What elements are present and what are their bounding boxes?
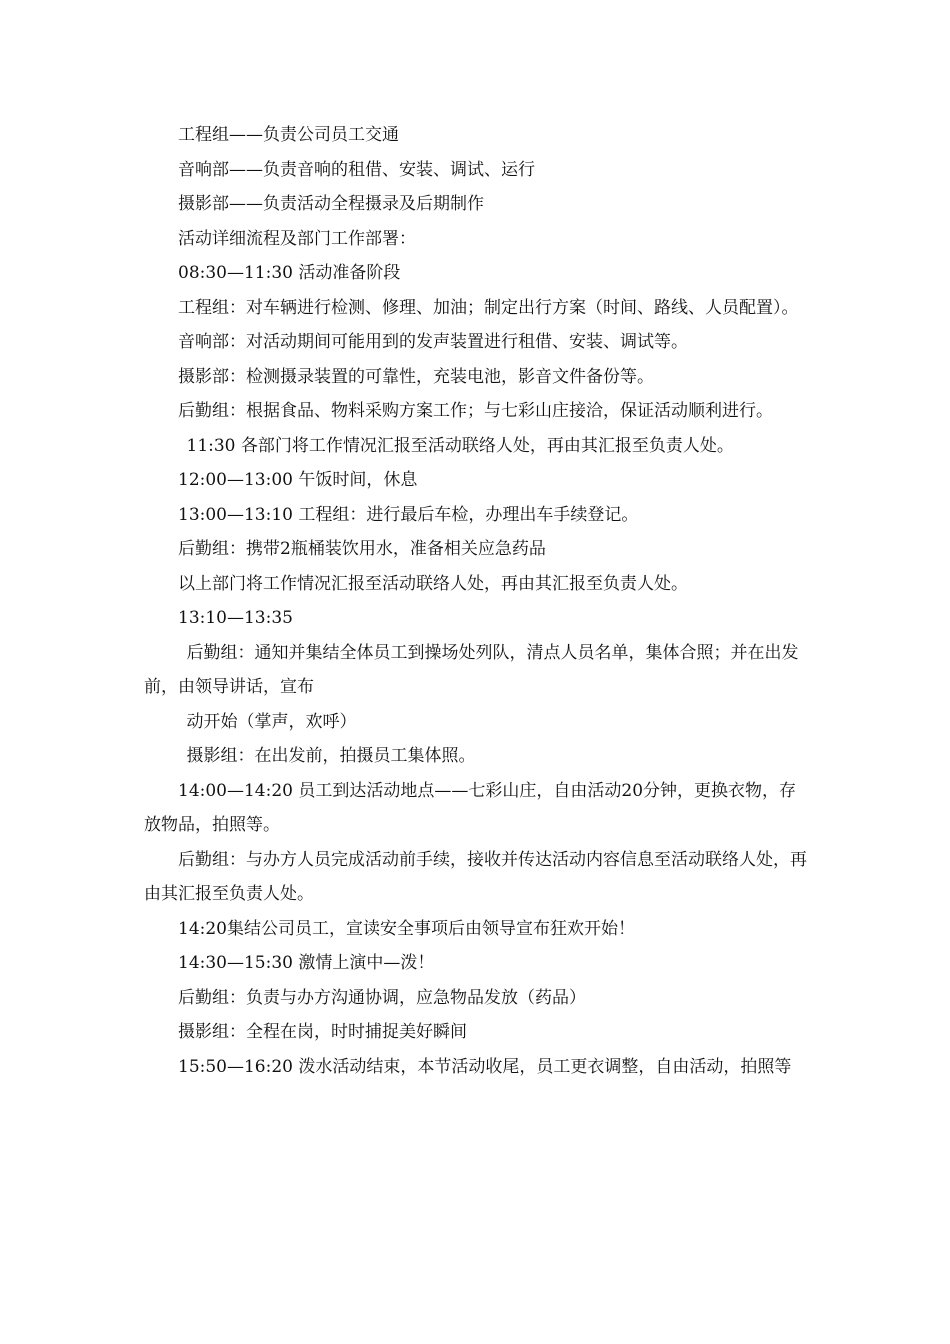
paragraph: 音响部：对活动期间可能用到的发声装置进行租借、安装、调试等。 <box>178 332 688 352</box>
paragraph: 15:50—16:20 泼水活动结束，本节活动收尾，员工更衣调整，自由活动，拍照等 <box>178 1056 792 1077</box>
paragraph: 14:00—14:20 员工到达活动地点——七彩山庄，自由活动20分钟，更换衣物，存放物品，拍照等。 <box>144 780 797 835</box>
paragraph: 摄影部：检测摄录装置的可靠性，充装电池，影音文件备份等。 <box>178 366 654 387</box>
paragraph: 后勤组：负责与办方沟通协调，应急物品发放（药品） <box>178 987 586 1008</box>
paragraph: 工程组——负责公司员工交通 <box>178 125 399 145</box>
paragraph: 动开始（掌声，欢呼） <box>186 711 357 732</box>
paragraph: 摄影组：全程在岗，时时捕捉美好瞬间 <box>178 1022 467 1042</box>
paragraph: 13:00—13:10 工程组：进行最后车检，办理出车手续登记。 <box>178 504 639 525</box>
paragraph: 11:30 各部门将工作情况汇报至活动联络人处，再由其汇报至负责人处。 <box>186 435 734 456</box>
paragraph: 后勤组：通知并集结全体员工到操场处列队，清点人员名单，集体合照；并在出发前，由领导讲话，宣布 <box>144 642 799 697</box>
document-body <box>144 118 810 1084</box>
paragraph: 摄影组：在出发前，拍摄员工集体照。 <box>186 746 476 766</box>
paragraph: 14:30—15:30 激情上演中—泼！ <box>178 953 435 973</box>
paragraph: 活动详细流程及部门工作部署： <box>178 228 416 249</box>
paragraph: 后勤组：根据食品、物料采购方案工作；与七彩山庄接洽，保证活动顺利进行。 <box>178 401 773 421</box>
paragraph: 音响部——负责音响的租借、安装、调试、运行 <box>178 159 535 180</box>
paragraph: 后勤组：携带2瓶桶装饮用水，准备相关应急药品 <box>178 539 546 559</box>
paragraph: 12:00—13:00 午饭时间，休息 <box>178 470 418 490</box>
paragraph: 以上部门将工作情况汇报至活动联络人处，再由其汇报至负责人处。 <box>178 573 688 594</box>
paragraph: 08:30—11:30 活动准备阶段 <box>178 263 401 283</box>
paragraph: 14:20集结公司员工，宣读安全事项后由领导宣布狂欢开始！ <box>178 918 635 939</box>
paragraph: 13:10—13:35 <box>178 608 293 628</box>
paragraph: 后勤组：与办方人员完成活动前手续，接收并传达活动内容信息至活动联络人处，再由其汇报至负责人处。 <box>144 849 807 904</box>
paragraph: 摄影部——负责活动全程摄录及后期制作 <box>178 194 484 214</box>
paragraph: 工程组：对车辆进行检测、修理、加油；制定出行方案（时间、路线、人员配置）。 <box>178 297 799 318</box>
